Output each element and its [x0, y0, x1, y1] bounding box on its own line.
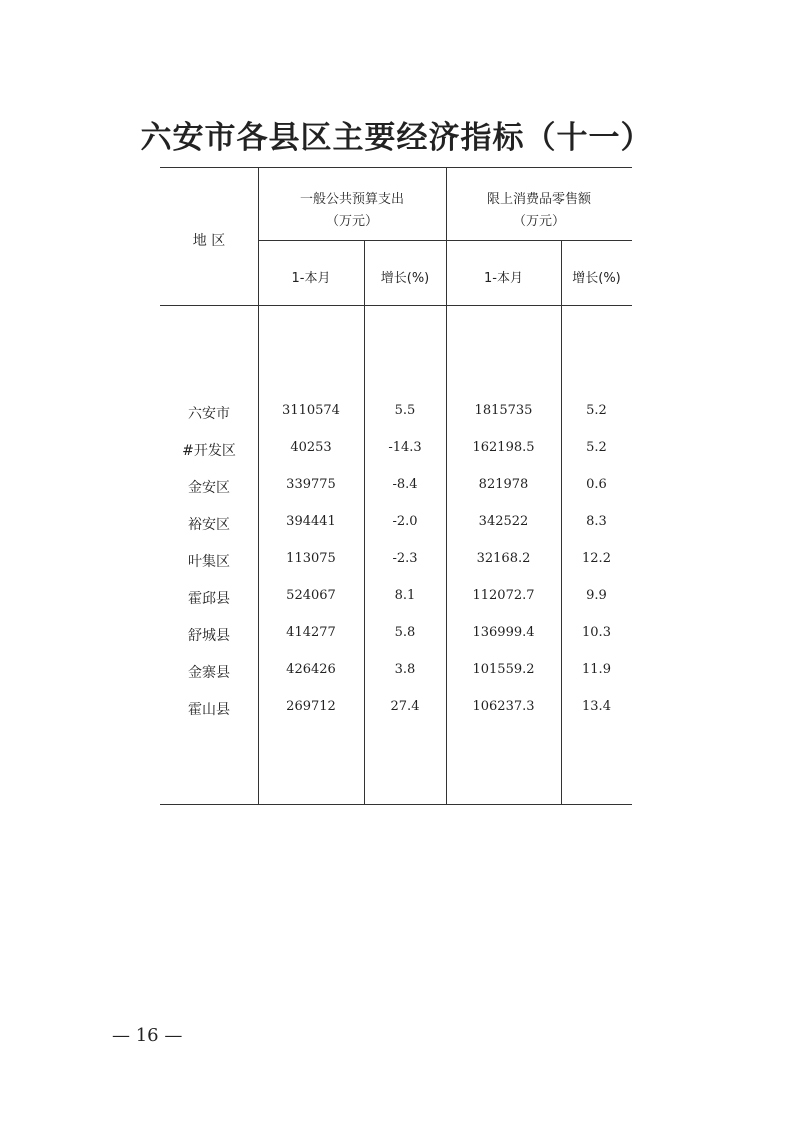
region-name: 霍山县: [188, 702, 230, 718]
budget-value: 524067: [286, 588, 336, 603]
retail-value: 112072.7: [472, 588, 535, 603]
retail-growth: 10.3: [582, 625, 611, 640]
region-name: #开发区: [182, 443, 236, 459]
budget-value: 40253: [290, 440, 332, 455]
header-divider: [258, 240, 632, 241]
header-region: 地 区: [192, 233, 226, 249]
budget-growth: -8.4: [392, 477, 418, 492]
retail-value: 101559.2: [472, 662, 535, 677]
retail-value: 136999.4: [472, 625, 535, 640]
region-name: 霍邱县: [188, 591, 230, 607]
header-retail-period: 1-本月: [484, 271, 523, 286]
retail-value: 32168.2: [476, 551, 531, 566]
header-retail-title: 限上消费品零售额: [486, 192, 591, 207]
table-row: [160, 588, 632, 610]
region-name: 六安市: [188, 406, 230, 422]
header-bottom-rule: [160, 305, 632, 306]
retail-value: 342522: [478, 514, 529, 529]
budget-value: 414277: [286, 625, 336, 640]
region-name: 裕安区: [188, 517, 230, 533]
indicator-table: [160, 167, 632, 805]
region-name: 金寨县: [188, 665, 230, 681]
header-budget-unit: （万元）: [325, 214, 378, 229]
retail-value: 821978: [478, 477, 529, 492]
header-budget-growth: 增长(%): [380, 271, 430, 286]
budget-growth: -2.3: [392, 551, 418, 566]
retail-growth: 12.2: [582, 551, 611, 566]
page-title: 六安市各县区主要经济指标（十一）: [140, 120, 653, 156]
header-budget-period: 1-本月: [291, 271, 331, 286]
retail-growth: 5.2: [586, 403, 607, 418]
table-row: [160, 440, 632, 462]
retail-growth: 5.2: [586, 440, 607, 455]
retail-growth: 9.9: [586, 588, 607, 603]
retail-growth: 0.6: [586, 477, 607, 492]
table-row: [160, 514, 632, 536]
region-name: 舒城县: [188, 628, 230, 644]
budget-value: 394441: [286, 514, 336, 529]
budget-growth: 8.1: [394, 588, 416, 603]
budget-value: 269712: [286, 699, 336, 714]
region-name: 金安区: [188, 480, 230, 496]
retail-growth: 8.3: [586, 514, 607, 529]
budget-value: 339775: [286, 477, 336, 492]
budget-value: 426426: [286, 662, 336, 677]
table-row: [160, 551, 632, 573]
table-row: [160, 403, 632, 425]
header-retail-unit: （万元）: [512, 214, 565, 229]
retail-value: 1815735: [474, 403, 533, 418]
budget-value: 113075: [286, 551, 336, 566]
budget-growth: -14.3: [388, 440, 422, 455]
budget-growth: 27.4: [390, 699, 420, 714]
budget-growth: 5.5: [394, 403, 416, 418]
retail-growth: 13.4: [582, 699, 611, 714]
retail-value: 106237.3: [472, 699, 535, 714]
budget-growth: 3.8: [394, 662, 416, 677]
table-row: [160, 662, 632, 684]
retail-growth: 11.9: [582, 662, 611, 677]
retail-value: 162198.5: [472, 440, 535, 455]
table-row: [160, 625, 632, 647]
budget-growth: 5.8: [394, 625, 416, 640]
budget-value: 3110574: [282, 403, 340, 418]
header-budget-title: 一般公共预算支出: [299, 192, 404, 207]
region-name: 叶集区: [188, 554, 230, 570]
page-number: — 16 —: [112, 1025, 183, 1046]
header-retail-growth: 增长(%): [572, 271, 621, 286]
budget-growth: -2.0: [392, 514, 418, 529]
table-row: [160, 699, 632, 721]
table-row: [160, 477, 632, 499]
